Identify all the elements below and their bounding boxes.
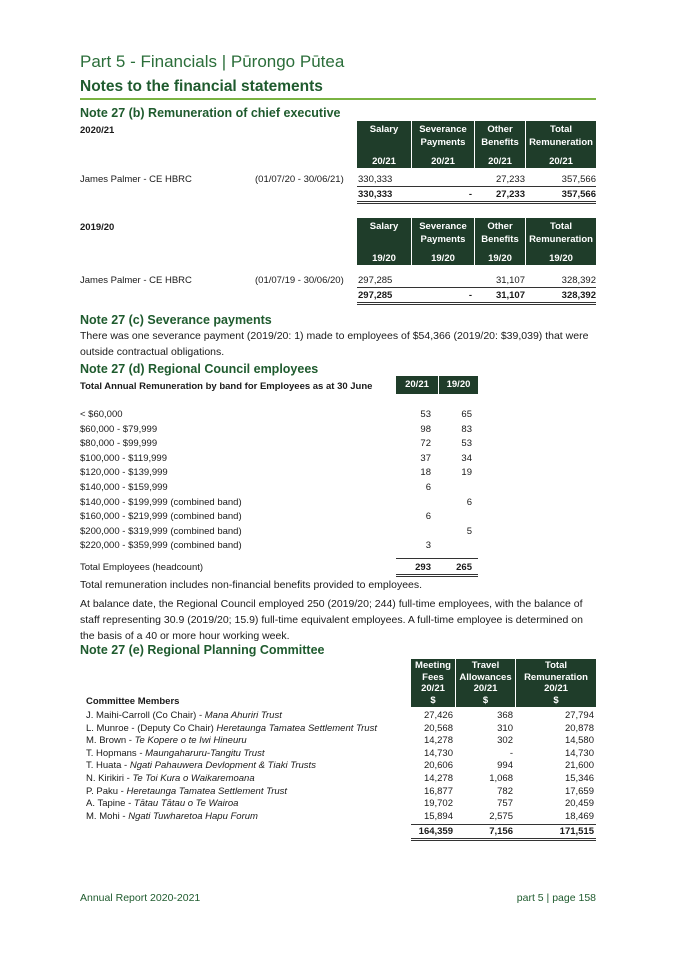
ce-2021-subtotal-rule xyxy=(357,186,596,187)
footer-page-number: page 158 xyxy=(552,892,596,904)
rpc-member-person: J. Maihi-Carroll (Co Chair) - xyxy=(86,710,205,721)
rpc-member-person: L. Munroe - (Deputy Co Chair) xyxy=(86,723,217,734)
rpc-total-value: 14,730 xyxy=(564,748,594,759)
rpc-total-value: 20,878 xyxy=(564,723,594,734)
rpc-total-value: 20,459 xyxy=(564,798,594,809)
rpc-fees-header: Meeting Fees 20/21 $ xyxy=(411,659,455,707)
rpc-member-name xyxy=(86,786,287,797)
rpc-member-person: P. Paku - xyxy=(86,786,127,797)
rpc-fees-value: 14,730 xyxy=(423,748,453,759)
ce-1920-severance-total: - xyxy=(468,290,472,301)
rpc-travel-total: 7,156 xyxy=(489,826,513,837)
note-27d-para1: Total remuneration includes non-financial benefits provided to employees. xyxy=(80,579,423,591)
rpc-member-organisation: Tātau Tātau o Te Wairoa xyxy=(133,798,239,809)
rpc-member-organisation: Maungaharuru-Tangitu Trust xyxy=(145,748,265,759)
band-value-2021: 6 xyxy=(425,482,431,493)
rpc-total-value: 14,580 xyxy=(564,735,594,746)
rpc-fees-value: 27,426 xyxy=(423,710,453,721)
band-value-2021: 18 xyxy=(420,467,431,478)
rpc-total-value: 27,794 xyxy=(564,710,594,721)
rpc-fees-total: 164,359 xyxy=(418,826,453,837)
note-27c-heading: Note 27 (c) Severance payments xyxy=(80,313,272,327)
rpc-member-organisation: Ngati Tuwharetoa Hapu Forum xyxy=(128,811,258,822)
rpc-travel-value: 310 xyxy=(497,723,513,734)
ce-1920-total-total: 328,392 xyxy=(561,290,596,301)
rpc-member-organisation: Heretaunga Tamatea Settlement Trust xyxy=(216,723,377,734)
ce-1920-salary-total: 297,285 xyxy=(358,290,393,301)
band-total-rule xyxy=(396,558,478,559)
page-subtitle: Notes to the financial statements xyxy=(80,78,323,95)
ce-2021-salary-total: 330,333 xyxy=(358,189,393,200)
rpc-member-name xyxy=(86,760,316,771)
band-label: $220,000 - $359,999 (combined band) xyxy=(80,540,242,551)
ce-2021-severance-total: - xyxy=(468,189,472,200)
band-label: $60,000 - $79,999 xyxy=(80,424,158,435)
rpc-total-value: 15,346 xyxy=(564,773,594,784)
band-total-label: Total Employees (headcount) xyxy=(80,562,204,573)
rpc-travel-value: 2,575 xyxy=(489,811,513,822)
band-value-2021: 6 xyxy=(425,511,431,522)
rpc-member-name xyxy=(86,748,264,759)
band-label: $140,000 - $199,999 (combined band) xyxy=(80,497,242,508)
footer-report-name: Annual Report 2020-2021 xyxy=(80,892,201,904)
ce-2021-total: 357,566 xyxy=(561,174,596,185)
rpc-travel-value: - xyxy=(509,748,513,759)
ce-2021-name: James Palmer - CE HBRC xyxy=(80,174,192,185)
band-header-2021: 20/21 xyxy=(396,376,438,394)
band-label: $120,000 - $139,999 xyxy=(80,467,168,478)
note-27e-heading: Note 27 (e) Regional Planning Committee xyxy=(80,643,325,657)
page-title: Part 5 - Financials | Pūrongo Pūtea xyxy=(80,52,345,71)
band-table-title: Total Annual Remuneration by band for Employees as at 30 June xyxy=(80,381,373,392)
rpc-member-person: T. Hopmans - xyxy=(86,748,146,759)
band-label: $160,000 - $219,999 (combined band) xyxy=(80,511,242,522)
rpc-total-value: 18,469 xyxy=(564,811,594,822)
band-value-1920: 83 xyxy=(461,424,472,435)
rpc-fees-value: 15,894 xyxy=(423,811,453,822)
rpc-member-organisation: Mana Ahuriri Trust xyxy=(204,710,282,721)
rpc-total-rule xyxy=(411,824,596,825)
band-value-1920: 34 xyxy=(461,453,472,464)
ce-2021-other: 27,233 xyxy=(495,174,525,185)
rpc-member-organisation: Te Kopere o te Iwi Hineuru xyxy=(134,735,247,746)
band-value-1920: 65 xyxy=(461,409,472,420)
rpc-total-value: 17,659 xyxy=(564,786,594,797)
band-value-2021: 53 xyxy=(420,409,431,420)
rpc-member-person: N. Kirikiri - xyxy=(86,773,133,784)
note-27d-para2: At balance date, the Regional Council employed 250 (2019/20; 244) full-time employees, with the balance of staff representing 30.9 (2019/20; 15.9) full-time equivalent employees. A full-time employee is determined on the basis of a 40 or more hour working week. xyxy=(80,598,583,642)
year-label-2021: 2020/21 xyxy=(80,125,115,136)
ce-1920-total-header: Total Remuneration 19/20 xyxy=(526,218,596,265)
ce-2021-total-double-rule xyxy=(357,201,596,204)
ce-2021-severance-header: Severance Payments 20/21 xyxy=(412,121,474,168)
band-value-2021: 72 xyxy=(420,438,431,449)
note-27d-heading: Note 27 (d) Regional Council employees xyxy=(80,362,319,376)
rpc-travel-value: 782 xyxy=(497,786,513,797)
ce-2021-salary-header: Salary 20/21 xyxy=(357,121,411,168)
rpc-travel-value: 1,068 xyxy=(489,773,513,784)
band-value-1920: 6 xyxy=(466,497,472,508)
band-value-2021: 98 xyxy=(420,424,431,435)
rpc-travel-value: 368 xyxy=(497,710,513,721)
rpc-fees-value: 14,278 xyxy=(423,773,453,784)
rpc-members-label: Committee Members xyxy=(86,696,180,707)
rpc-member-person: M. Mohi - xyxy=(86,811,129,822)
rpc-member-organisation: Te Toi Kura o Waikaremoana xyxy=(132,773,255,784)
note-27c-text: There was one severance payment (2019/20: 1) made to employees of $54,366 (2019/20: $39,039) that were outside contractual obligations. xyxy=(80,330,589,358)
band-label: < $60,000 xyxy=(80,409,123,420)
ce-2021-period: (01/07/20 - 30/06/21) xyxy=(255,174,344,185)
rpc-member-organisation: Heretaunga Tamatea Settlement Trust xyxy=(126,786,288,797)
rpc-total-header: Total Remuneration 20/21 $ xyxy=(516,659,596,707)
rpc-member-person: T. Huata - xyxy=(86,760,130,771)
band-value-2021: 37 xyxy=(420,453,431,464)
ce-1920-other-total: 31,107 xyxy=(495,290,525,301)
rpc-member-name xyxy=(86,798,238,809)
rpc-travel-header: Travel Allowances 20/21 $ xyxy=(456,659,515,707)
band-value-1920: 19 xyxy=(461,467,472,478)
ce-1920-severance-header: Severance Payments 19/20 xyxy=(412,218,474,265)
band-value-2021: 3 xyxy=(425,540,431,551)
band-header-1920: 19/20 xyxy=(439,376,478,394)
rpc-fees-value: 19,702 xyxy=(423,798,453,809)
ce-1920-other-header: Other Benefits 19/20 xyxy=(475,218,525,265)
band-value-1920: 53 xyxy=(461,438,472,449)
band-label: $100,000 - $119,999 xyxy=(80,453,167,464)
ce-2021-total-total: 357,566 xyxy=(561,189,596,200)
year-label-1920: 2019/20 xyxy=(80,222,115,233)
rpc-member-name xyxy=(86,773,255,784)
rpc-member-person: A. Tapine - xyxy=(86,798,134,809)
ce-1920-total-double-rule xyxy=(357,302,596,305)
ce-2021-total-header: Total Remuneration 20/21 xyxy=(526,121,596,168)
rpc-travel-value: 994 xyxy=(497,760,513,771)
rpc-travel-value: 302 xyxy=(497,735,513,746)
rpc-fees-value: 20,568 xyxy=(423,723,453,734)
rpc-fees-value: 16,877 xyxy=(423,786,453,797)
rpc-member-organisation: Ngati Pahauwera Devlopment & Tiaki Trusts xyxy=(129,760,316,771)
header-divider xyxy=(80,98,596,100)
rpc-fees-value: 20,606 xyxy=(423,760,453,771)
band-label: $140,000 - $159,999 xyxy=(80,482,168,493)
ce-1920-name: James Palmer - CE HBRC xyxy=(80,275,192,286)
ce-1920-period: (01/07/19 - 30/06/20) xyxy=(255,275,344,286)
footer-page-info xyxy=(480,892,596,904)
band-total-2021: 293 xyxy=(415,562,431,573)
rpc-travel-value: 757 xyxy=(497,798,513,809)
band-total-1920: 265 xyxy=(456,562,472,573)
rpc-total-double-rule xyxy=(411,838,596,841)
note-27b-heading: Note 27 (b) Remuneration of chief executive xyxy=(80,106,341,120)
ce-1920-other: 31,107 xyxy=(495,275,525,286)
ce-2021-salary: 330,333 xyxy=(358,174,393,185)
ce-1920-salary-header: Salary 19/20 xyxy=(357,218,411,265)
ce-2021-other-header: Other Benefits 20/21 xyxy=(475,121,525,168)
ce-1920-salary: 297,285 xyxy=(358,275,393,286)
band-value-1920: 5 xyxy=(466,526,472,537)
rpc-member-name xyxy=(86,723,377,734)
rpc-total-value: 21,600 xyxy=(564,760,594,771)
rpc-member-person: M. Brown - xyxy=(86,735,135,746)
footer-separator: | xyxy=(546,892,550,904)
rpc-total-total: 171,515 xyxy=(559,826,594,837)
band-label: $80,000 - $99,999 xyxy=(80,438,158,449)
ce-1920-total: 328,392 xyxy=(561,275,596,286)
footer-part: part 5 xyxy=(516,892,544,904)
rpc-fees-value: 14,278 xyxy=(423,735,453,746)
rpc-member-name xyxy=(86,710,282,721)
rpc-member-name xyxy=(86,811,258,822)
band-label: $200,000 - $319,999 (combined band) xyxy=(80,526,242,537)
ce-2021-other-total: 27,233 xyxy=(495,189,525,200)
ce-1920-subtotal-rule xyxy=(357,287,596,288)
rpc-member-name xyxy=(86,735,247,746)
